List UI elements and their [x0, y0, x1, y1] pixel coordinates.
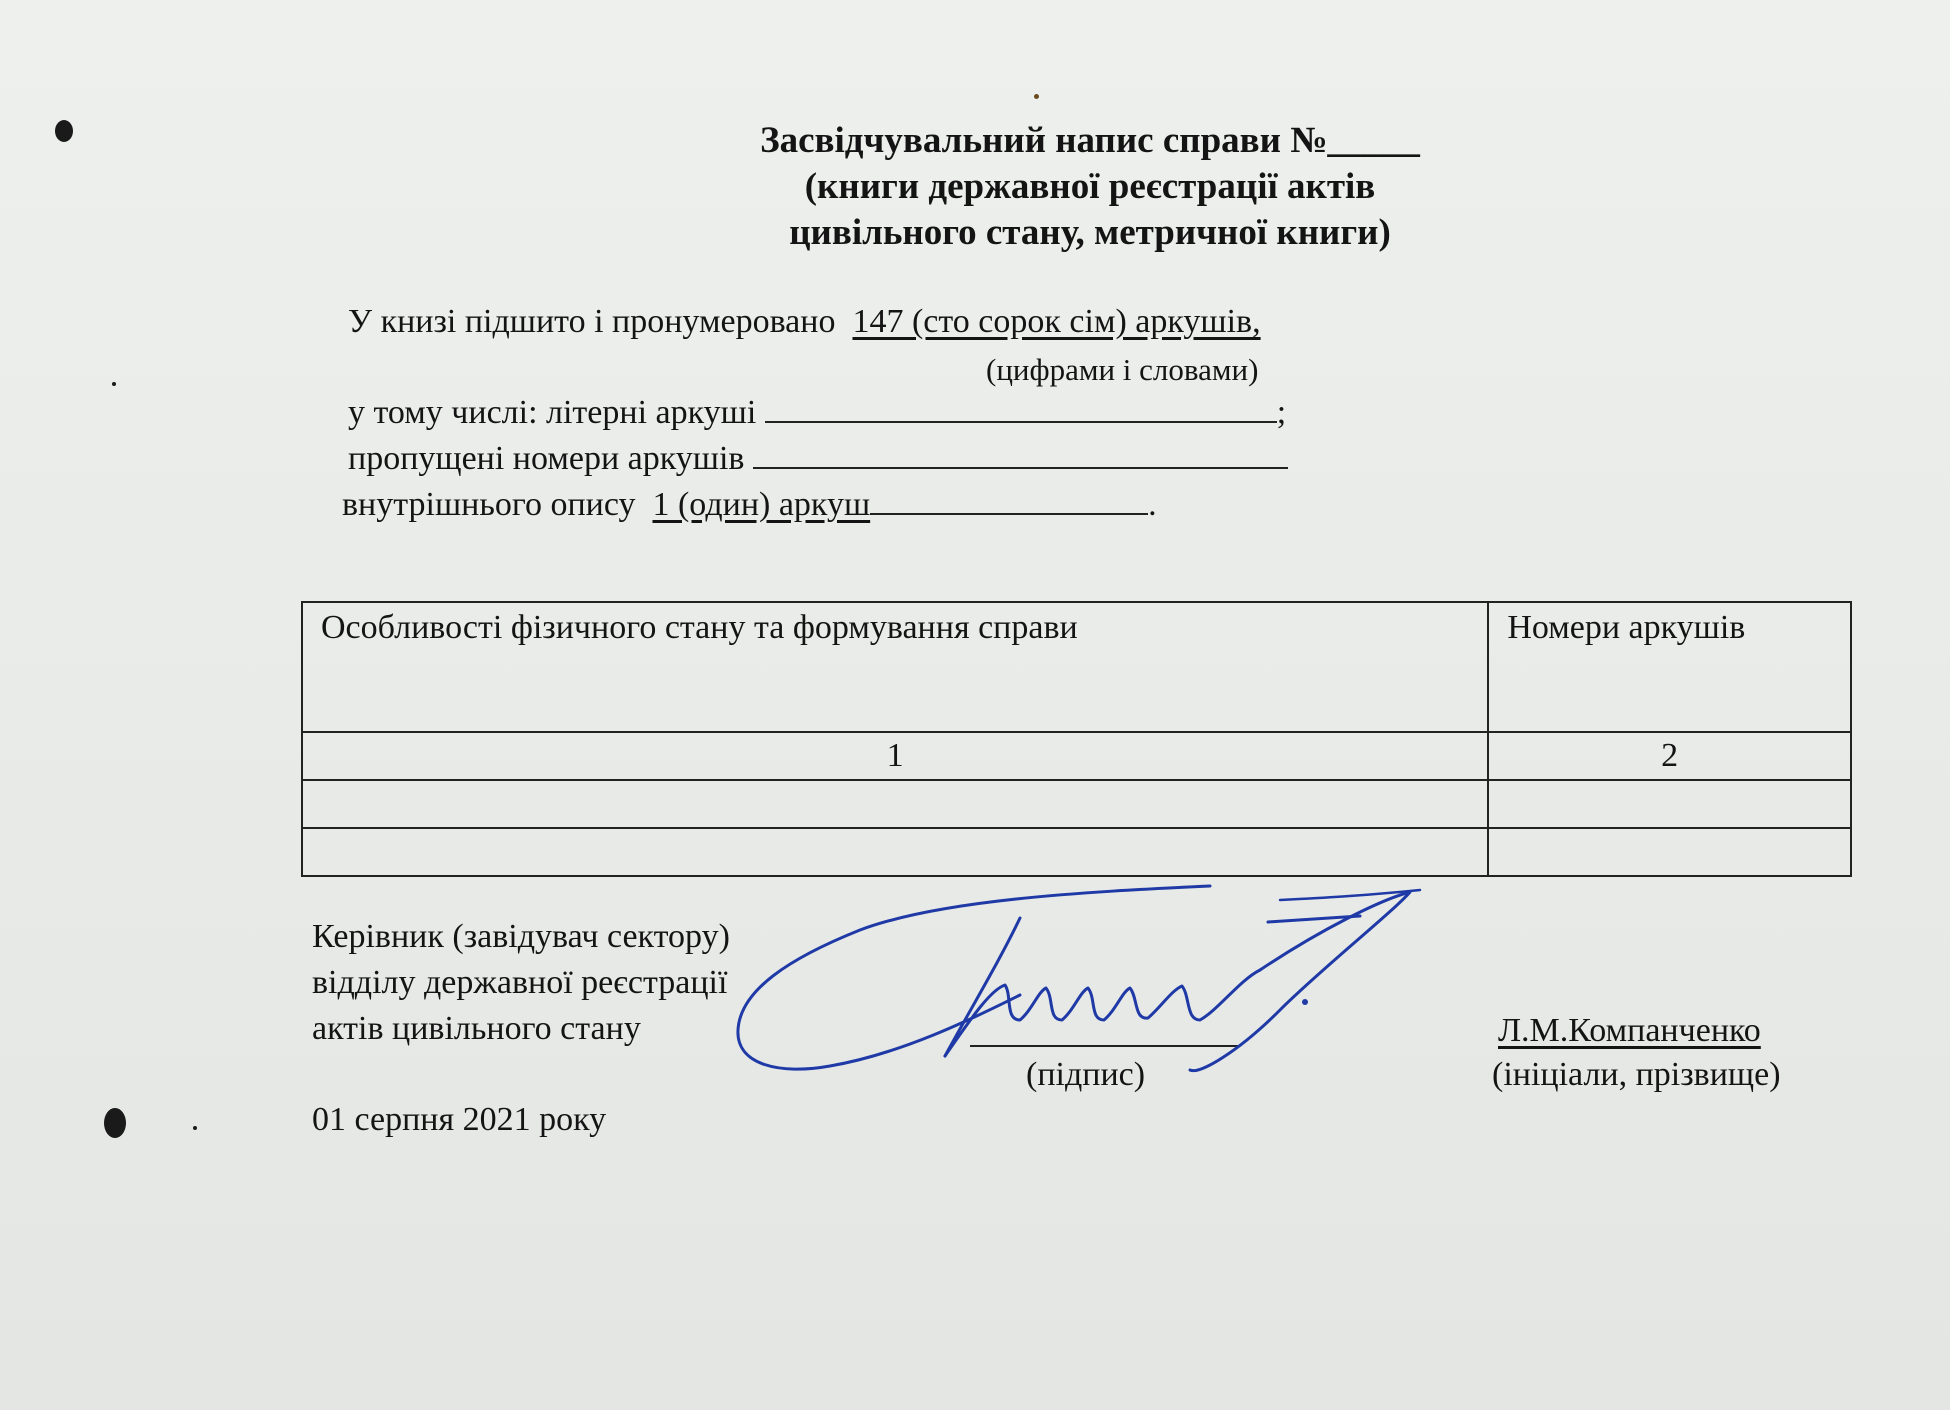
table-header-row	[302, 602, 1851, 732]
inventory-end: .	[1148, 486, 1157, 523]
inventory-value: 1 (один) аркуш	[652, 486, 871, 523]
table-column-numbers-row	[302, 732, 1851, 780]
table-cell	[302, 828, 1488, 876]
document-subtitle-line2: цивільного стану, метричної книги)	[789, 212, 1391, 253]
letter-sheets-line	[348, 391, 1286, 433]
paper-speck	[1034, 94, 1039, 99]
sheets-count-label: У книзі підшито і пронумеровано	[348, 303, 836, 340]
inventory-blank	[870, 483, 1148, 515]
column-number-cell: 1	[302, 732, 1488, 780]
ink-blot	[55, 120, 73, 142]
letter-sheets-label: у тому числі: літерні аркуші	[348, 394, 757, 431]
position-line2: відділу державної реєстрації	[312, 964, 728, 1001]
signatory-name: Л.М.Компанченко	[1498, 1012, 1761, 1049]
physical-state-table	[301, 601, 1852, 877]
header-cell-features: Особливості фізичного стану та формування справи	[302, 602, 1488, 732]
missing-numbers-label: пропущені номери аркушів	[348, 440, 745, 477]
document-title: Засвідчувальний напис справи №_____	[760, 120, 1420, 161]
missing-numbers-blank	[753, 437, 1288, 469]
table-cell	[1488, 780, 1851, 828]
table-row	[302, 780, 1851, 828]
position-line3: актів цивільного стану	[312, 1010, 641, 1047]
header-cell-sheet-numbers: Номери аркушів	[1488, 602, 1851, 732]
paper-speck	[112, 382, 116, 386]
inventory-label: внутрішнього опису	[342, 486, 636, 523]
sheets-count-value: 147 (сто сорок сім) аркушів,	[852, 303, 1261, 340]
document-date: 01 серпня 2021 року	[312, 1101, 607, 1138]
missing-numbers-line	[348, 437, 1288, 479]
signature-hint: (підпис)	[1026, 1056, 1146, 1093]
ink-blot	[104, 1108, 126, 1138]
handwritten-signature	[720, 870, 1460, 1090]
position-line1: Керівник (завідувач сектору)	[312, 918, 730, 955]
letter-sheets-end: ;	[1276, 394, 1287, 431]
table-row	[302, 828, 1851, 876]
sheets-count-hint: (цифрами і словами)	[986, 352, 1259, 387]
document-subtitle-line1: (книги державної реєстрації актів	[804, 166, 1376, 207]
letter-sheets-blank	[765, 391, 1277, 423]
signatory-name-hint: (ініціали, прізвище)	[1492, 1056, 1781, 1093]
sheets-count-line	[348, 302, 1261, 342]
column-number-cell: 2	[1488, 732, 1851, 780]
paper-speck	[193, 1126, 197, 1130]
table-cell	[302, 780, 1488, 828]
inventory-line	[342, 483, 1157, 525]
table-cell	[1488, 828, 1851, 876]
